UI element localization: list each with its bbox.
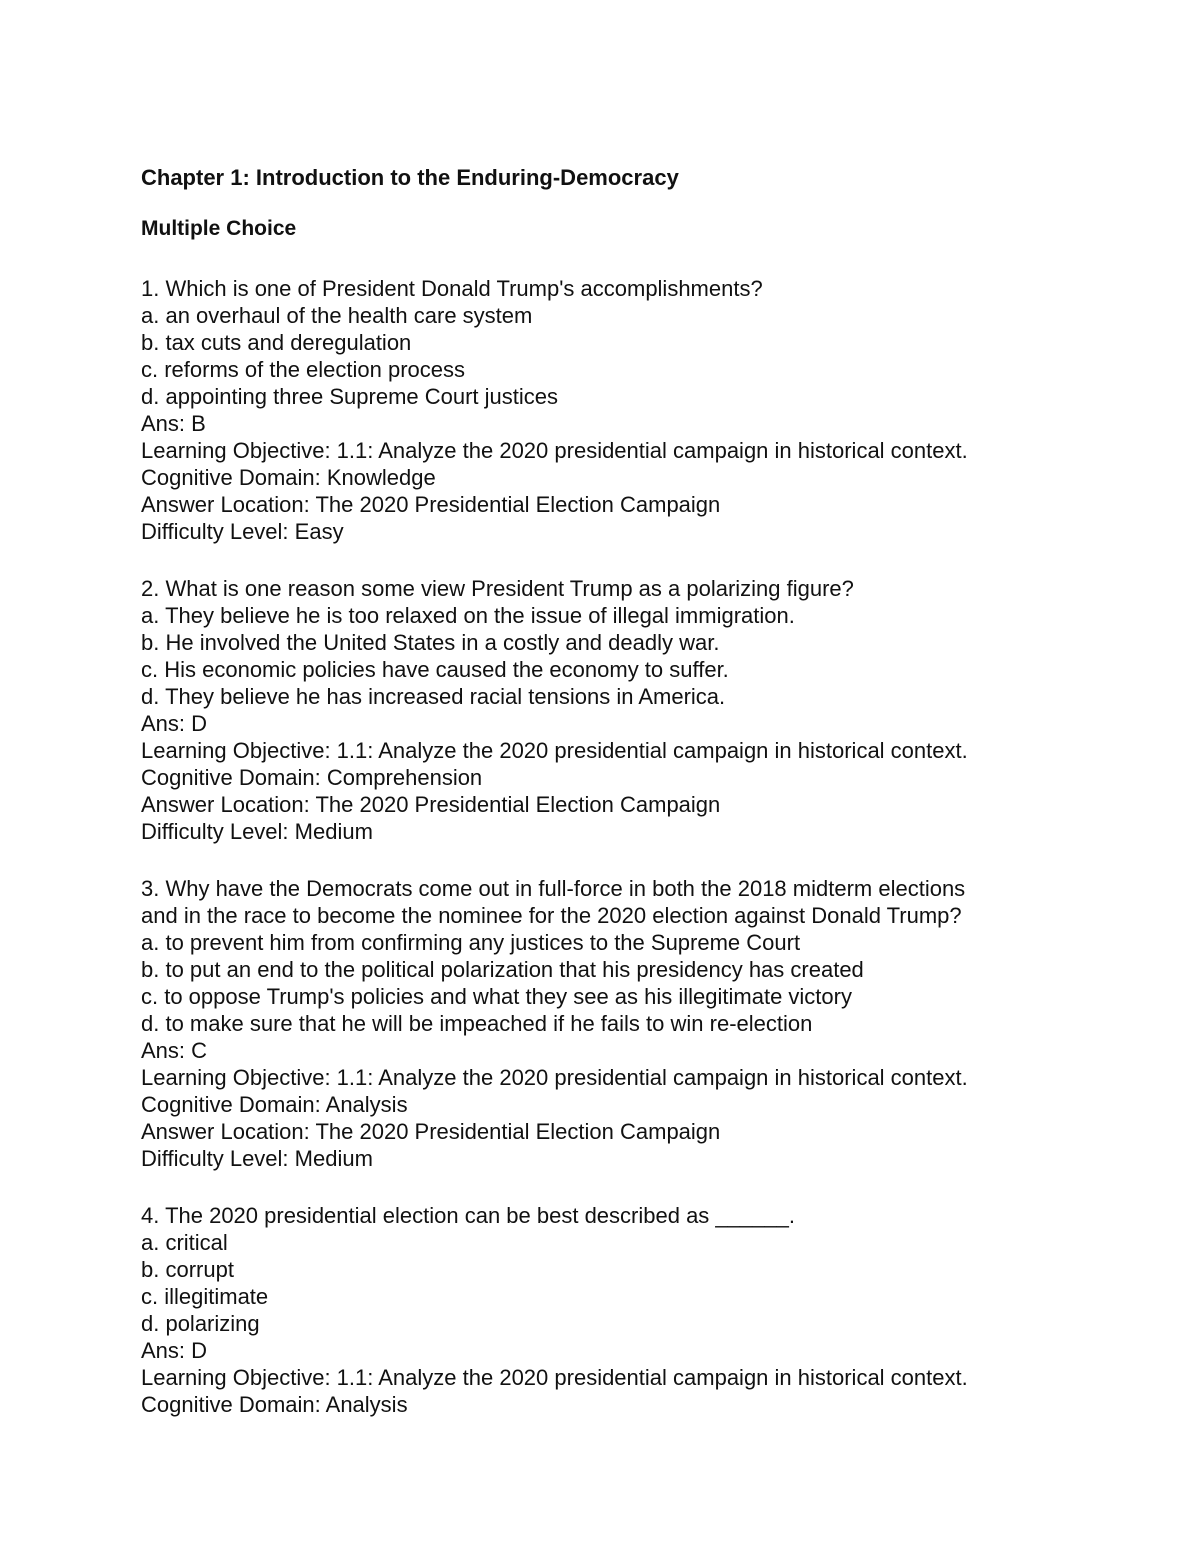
question-block — [141, 1202, 1141, 1418]
question-stem: 3. Why have the Democrats come out in full-force in both the 2018 midterm elections — [141, 876, 966, 901]
question-list — [141, 275, 1141, 1418]
question-stem: 1. Which is one of President Donald Trump's accomplishments? — [141, 276, 763, 301]
answer-key: Ans: B — [141, 411, 206, 436]
difficulty-level: Difficulty Level: Medium — [141, 1146, 373, 1171]
answer-option: c. illegitimate — [141, 1284, 269, 1309]
answer-location: Answer Location: The 2020 Presidential Election Campaign — [141, 492, 721, 517]
question-block — [141, 575, 1141, 845]
answer-option: a. an overhaul of the health care system — [141, 303, 533, 328]
question-block — [141, 875, 1141, 1172]
learning-objective: Learning Objective: 1.1: Analyze the 2020 presidential campaign in historical context. — [141, 1065, 968, 1090]
question-stem: 4. The 2020 presidential election can be best described as ______. — [141, 1203, 795, 1228]
question-stem: and in the race to become the nominee for the 2020 election against Donald Trump? — [141, 903, 962, 928]
learning-objective: Learning Objective: 1.1: Analyze the 2020 presidential campaign in historical context. — [141, 1365, 968, 1390]
cognitive-domain: Cognitive Domain: Analysis — [141, 1092, 408, 1117]
answer-location: Answer Location: The 2020 Presidential Election Campaign — [141, 792, 721, 817]
learning-objective: Learning Objective: 1.1: Analyze the 2020 presidential campaign in historical context. — [141, 738, 968, 763]
answer-key: Ans: C — [141, 1038, 208, 1063]
difficulty-level: Difficulty Level: Easy — [141, 519, 344, 544]
answer-option: d. appointing three Supreme Court justices — [141, 384, 559, 409]
answer-location: Answer Location: The 2020 Presidential Election Campaign — [141, 1119, 721, 1144]
answer-key: Ans: D — [141, 1338, 208, 1363]
answer-option: b. corrupt — [141, 1257, 234, 1282]
answer-option: b. tax cuts and deregulation — [141, 330, 412, 355]
answer-option: b. to put an end to the political polarization that his presidency has created — [141, 957, 864, 982]
answer-option: d. polarizing — [141, 1311, 260, 1336]
answer-option: d. They believe he has increased racial tensions in America. — [141, 684, 726, 709]
cognitive-domain: Cognitive Domain: Knowledge — [141, 465, 436, 490]
answer-option: a. to prevent him from confirming any justices to the Supreme Court — [141, 930, 801, 955]
chapter-title: Chapter 1: Introduction to the Enduring-Democracy — [141, 165, 679, 190]
question-stem: 2. What is one reason some view President Trump as a polarizing figure? — [141, 576, 854, 601]
answer-option: b. He involved the United States in a costly and deadly war. — [141, 630, 720, 655]
document-page — [141, 163, 1141, 1418]
answer-key: Ans: D — [141, 711, 208, 736]
cognitive-domain: Cognitive Domain: Analysis — [141, 1392, 408, 1417]
question-block — [141, 275, 1141, 545]
answer-option: a. They believe he is too relaxed on the issue of illegal immigration. — [141, 603, 795, 628]
cognitive-domain: Cognitive Domain: Comprehension — [141, 765, 483, 790]
answer-option: c. His economic policies have caused the economy to suffer. — [141, 657, 729, 682]
answer-option: d. to make sure that he will be impeached if he fails to win re-election — [141, 1011, 813, 1036]
section-title: Multiple Choice — [141, 217, 297, 240]
answer-option: c. to oppose Trump's policies and what they see as his illegitimate victory — [141, 984, 852, 1009]
learning-objective: Learning Objective: 1.1: Analyze the 2020 presidential campaign in historical context. — [141, 438, 968, 463]
answer-option: a. critical — [141, 1230, 228, 1255]
answer-option: c. reforms of the election process — [141, 357, 466, 382]
difficulty-level: Difficulty Level: Medium — [141, 819, 373, 844]
